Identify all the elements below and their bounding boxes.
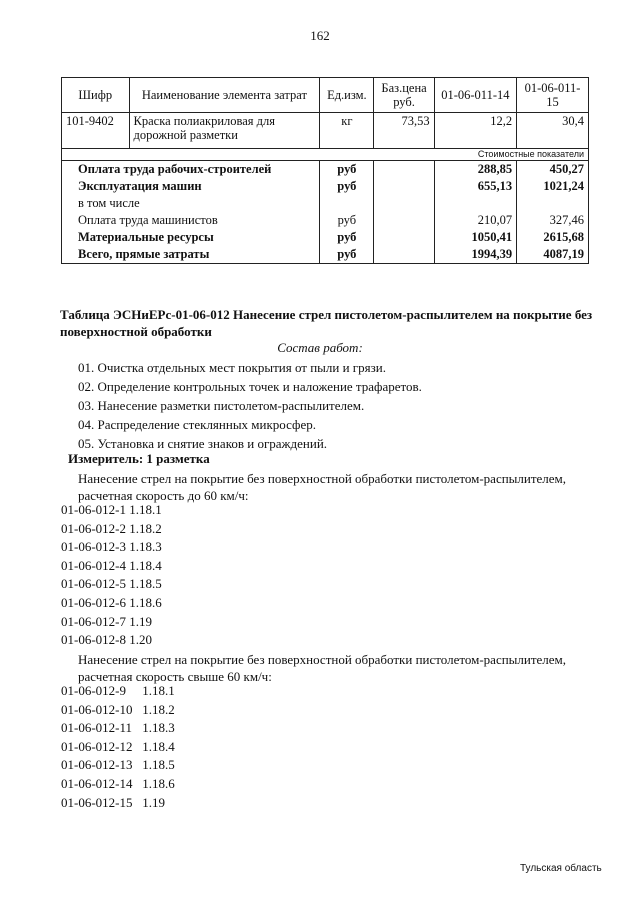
ref: 1.18.6 xyxy=(129,594,162,610)
summary-unit: руб xyxy=(320,246,374,264)
cost-table xyxy=(61,77,589,264)
list-item xyxy=(61,613,162,632)
list-item xyxy=(61,575,162,594)
ref: 1.18.1 xyxy=(142,683,175,698)
works-heading: Состав работ: xyxy=(277,340,363,355)
summary-label: Всего, прямые затраты xyxy=(62,246,320,264)
code: 01-06-012-12 xyxy=(61,738,133,754)
summary-unit: руб xyxy=(320,212,374,229)
summary-price xyxy=(374,212,434,229)
material-v2: 30,4 xyxy=(517,113,589,149)
works-list xyxy=(78,358,422,453)
summary-v1 xyxy=(434,195,516,212)
summary-label: Оплата труда машинистов xyxy=(62,212,320,229)
table-row xyxy=(62,161,589,179)
group1-codes xyxy=(61,501,162,650)
header-col1: 01-06-011-14 xyxy=(434,78,516,113)
group2-description: Нанесение стрел на покрытие без поверхностной обработки пистолетом-распылителем, расчетная скорость свыше 60 км/ч: xyxy=(78,652,567,684)
list-item xyxy=(61,594,162,613)
list-item xyxy=(61,719,175,738)
table-row xyxy=(62,212,589,229)
ref: 1.18.1 xyxy=(129,502,162,517)
material-code: 101-9402 xyxy=(62,113,130,149)
section-label-row xyxy=(62,149,589,161)
header-col2: 01-06-011-15 xyxy=(517,78,589,113)
ref: 1.18.5 xyxy=(142,757,175,773)
code: 01-06-012-11 xyxy=(61,720,133,736)
summary-unit: руб xyxy=(320,229,374,246)
ref: 1.18.2 xyxy=(142,701,175,717)
list-item xyxy=(61,794,175,813)
page-number: 162 xyxy=(310,28,330,43)
code: 01-06-012-3 xyxy=(61,539,126,555)
footer-region: Тульская область xyxy=(520,863,602,874)
code: 01-06-012-15 xyxy=(61,794,133,810)
list-item xyxy=(61,557,162,576)
ref: 1.18.3 xyxy=(142,720,175,736)
ref: 1.18.2 xyxy=(129,520,162,536)
section-label: Стоимостные показатели xyxy=(62,149,589,161)
summary-price xyxy=(374,195,434,212)
section-title: Таблица ЭСНиЕРс-01-06-012 Нанесение стрел пистолетом-распылителем на покрытие без поверхностной обработки xyxy=(60,307,593,339)
header-code: Шифр xyxy=(62,78,130,113)
ref: 1.18.4 xyxy=(129,557,162,573)
measurer: Измеритель: 1 разметка xyxy=(68,451,210,466)
code: 01-06-012-2 xyxy=(61,520,126,536)
list-item xyxy=(61,501,162,520)
list-item: 02. Определение контрольных точек и наложение трафаретов. xyxy=(78,379,422,394)
summary-label: Эксплуатация машин xyxy=(62,178,320,195)
material-v1: 12,2 xyxy=(434,113,516,149)
code: 01-06-012-8 xyxy=(61,632,126,648)
list-item xyxy=(61,538,162,557)
group1-description: Нанесение стрел на покрытие без поверхностной обработки пистолетом-распылителем, расчетная скорость до 60 км/ч: xyxy=(78,471,567,503)
ref: 1.18.3 xyxy=(129,539,162,555)
summary-v2: 1021,24 xyxy=(517,178,589,195)
list-item: 05. Установка и снятие знаков и ограждений. xyxy=(78,436,328,451)
code: 01-06-012-1 xyxy=(61,502,126,517)
summary-v2: 4087,19 xyxy=(517,246,589,264)
code: 01-06-012-7 xyxy=(61,613,126,629)
material-price: 73,53 xyxy=(374,113,434,149)
summary-price xyxy=(374,246,434,264)
ref: 1.19 xyxy=(129,613,152,629)
summary-label: Оплата труда рабочих-строителей xyxy=(62,161,320,179)
list-item xyxy=(61,738,175,757)
summary-unit: руб xyxy=(320,178,374,195)
code: 01-06-012-13 xyxy=(61,757,133,773)
table-row xyxy=(62,178,589,195)
summary-v2: 327,46 xyxy=(517,212,589,229)
summary-price xyxy=(374,178,434,195)
summary-v2: 450,27 xyxy=(517,161,589,179)
code: 01-06-012-4 xyxy=(61,557,126,573)
code: 01-06-012-5 xyxy=(61,576,126,592)
summary-v1: 655,13 xyxy=(434,178,516,195)
list-item xyxy=(61,701,175,720)
code: 01-06-012-10 xyxy=(61,701,133,717)
summary-v2 xyxy=(517,195,589,212)
ref: 1.18.5 xyxy=(129,576,162,592)
code: 01-06-012-14 xyxy=(61,775,133,791)
summary-v1: 1994,39 xyxy=(434,246,516,264)
table-row xyxy=(62,195,589,212)
list-item xyxy=(61,631,162,650)
ref: 1.19 xyxy=(142,794,165,810)
table-header-row xyxy=(62,78,589,113)
header-name: Наименование элемента затрат xyxy=(129,78,320,113)
summary-v1: 1050,41 xyxy=(434,229,516,246)
list-item: 01. Очистка отдельных мест покрытия от пыли и грязи. xyxy=(78,360,386,375)
ref: 1.20 xyxy=(129,632,152,648)
header-price: Баз.цена руб. xyxy=(374,78,434,113)
material-unit: кг xyxy=(320,113,374,149)
ref: 1.18.4 xyxy=(142,738,175,754)
material-name: Краска полиакриловая для дорожной разметки xyxy=(129,113,320,149)
table-row xyxy=(62,113,589,149)
table-row xyxy=(62,229,589,246)
summary-label: в том числе xyxy=(62,195,320,212)
summary-unit xyxy=(320,195,374,212)
code: 01-06-012-6 xyxy=(61,594,126,610)
summary-unit: руб xyxy=(320,161,374,179)
list-item xyxy=(61,682,175,701)
header-unit: Ед.изм. xyxy=(320,78,374,113)
ref: 1.18.6 xyxy=(142,775,175,791)
table-row xyxy=(62,246,589,264)
summary-price xyxy=(374,161,434,179)
list-item: 03. Нанесение разметки пистолетом-распылителем. xyxy=(78,398,365,413)
summary-v2: 2615,68 xyxy=(517,229,589,246)
summary-v1: 210,07 xyxy=(434,212,516,229)
summary-price xyxy=(374,229,434,246)
list-item xyxy=(61,756,175,775)
summary-label: Материальные ресурсы xyxy=(62,229,320,246)
list-item xyxy=(61,775,175,794)
list-item xyxy=(61,520,162,539)
summary-v1: 288,85 xyxy=(434,161,516,179)
code: 01-06-012-9 xyxy=(61,683,126,698)
list-item: 04. Распределение стеклянных микросфер. xyxy=(78,417,316,432)
group2-codes xyxy=(61,682,175,812)
